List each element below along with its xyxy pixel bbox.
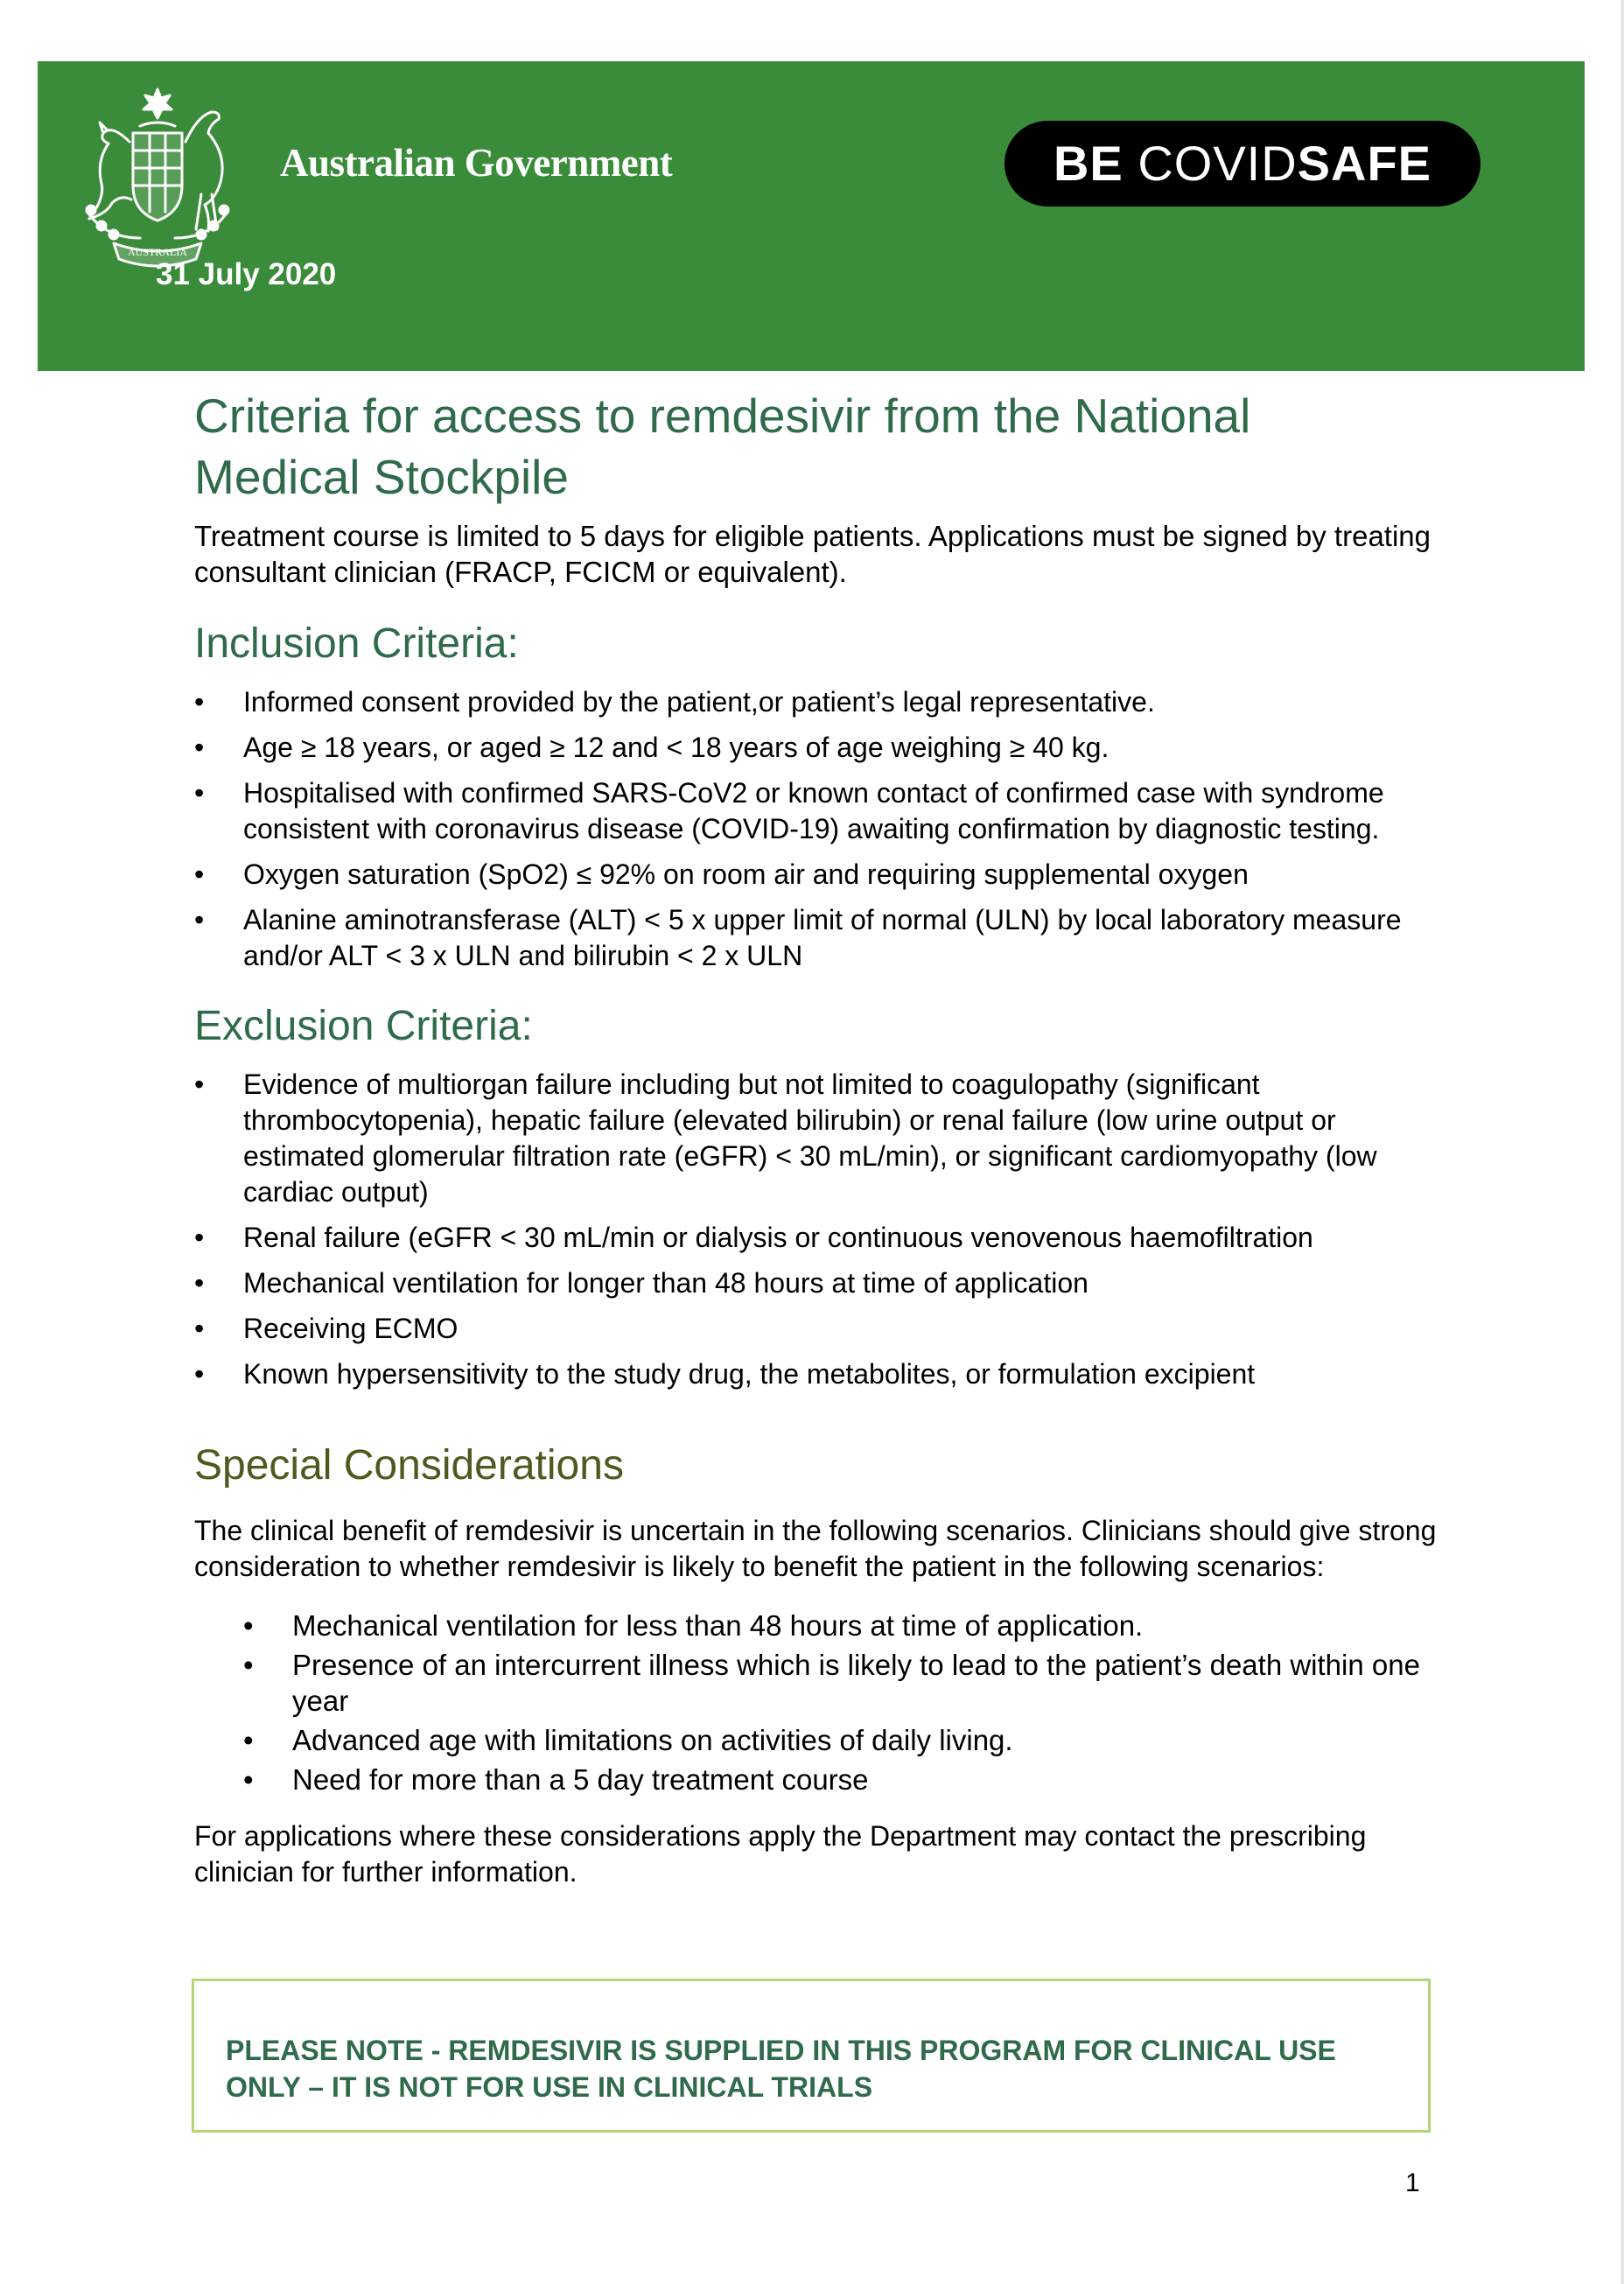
special-paragraph: The clinical benefit of remdesivir is uncertain in the following scenarios. Clinicians should give strong consideration to whether remdesivir is likely to benefit the patient in the following scenarios: bbox=[194, 1515, 1437, 1582]
bullet-icon: • bbox=[194, 1358, 205, 1390]
inclusion-list bbox=[194, 684, 1454, 974]
bullet-icon: • bbox=[243, 1649, 254, 1681]
bullet-icon: • bbox=[243, 1763, 254, 1796]
list-item-text: Hospitalised with confirmed SARS-CoV2 or known contact of confirmed case with syndrome consistent with coronavirus disease (COVID-19) awaiting confirmation by diagnostic testing. bbox=[243, 777, 1384, 844]
bullet-icon: • bbox=[194, 777, 205, 809]
list-item-text: Alanine aminotransferase (ALT) < 5 x upper limit of normal (ULN) by local laboratory measure and/or ALT < 3 x ULN and bilirubin < 2 x ULN bbox=[243, 904, 1402, 971]
list-item bbox=[194, 857, 1454, 893]
coat-of-arms-icon bbox=[52, 81, 262, 282]
list-item bbox=[194, 1220, 1454, 1256]
bullet-icon: • bbox=[194, 1222, 205, 1253]
header-banner bbox=[38, 61, 1585, 371]
list-item bbox=[194, 684, 1454, 720]
list-item-text: Known hypersensitivity to the study drug, the metabolites, or formulation excipient bbox=[243, 1358, 1256, 1390]
government-name: Australian Government bbox=[280, 141, 673, 185]
list-item bbox=[243, 1608, 1454, 1643]
list-item bbox=[194, 775, 1454, 847]
document-date: 31 July 2020 bbox=[156, 257, 337, 291]
badge-safe: SAFE bbox=[1297, 136, 1432, 191]
list-item-text: Advanced age with limitations on activities of daily living. bbox=[292, 1724, 1013, 1756]
list-item-text: Presence of an intercurrent illness which is likely to lead to the patient’s death within one year bbox=[292, 1649, 1420, 1717]
list-item-text: Receiving ECMO bbox=[243, 1313, 458, 1344]
list-item bbox=[194, 1311, 1454, 1347]
list-item bbox=[243, 1647, 1454, 1719]
bullet-icon: • bbox=[243, 1724, 254, 1756]
bullet-icon: • bbox=[194, 1068, 205, 1100]
clinical-use-note bbox=[192, 1979, 1431, 2133]
list-item bbox=[194, 1067, 1454, 1210]
bullet-icon: • bbox=[194, 1313, 205, 1344]
badge-covid: COVID bbox=[1138, 136, 1298, 191]
list-item-text: Mechanical ventilation for longer than 48 hours at time of application bbox=[243, 1267, 1088, 1299]
list-item-text: Age ≥ 18 years, or aged ≥ 12 and < 18 years of age weighing ≥ 40 kg. bbox=[243, 732, 1110, 763]
bullet-icon: • bbox=[194, 858, 205, 890]
list-item bbox=[243, 1762, 1454, 1797]
list-item bbox=[243, 1722, 1454, 1758]
bullet-icon: • bbox=[194, 904, 205, 935]
page-edge bbox=[1620, 0, 1624, 2284]
bullet-icon: • bbox=[194, 732, 205, 763]
special-list bbox=[243, 1608, 1454, 1797]
list-item-text: Renal failure (eGFR < 30 mL/min or dialysis or continuous venovenous haemofiltration bbox=[243, 1222, 1313, 1253]
list-item-text: Oxygen saturation (SpO2) ≤ 92% on room air and requiring supplemental oxygen bbox=[243, 858, 1249, 890]
list-item bbox=[194, 730, 1454, 766]
document-content bbox=[194, 385, 1454, 1890]
special-considerations-heading: Special Considerations bbox=[194, 1442, 624, 1489]
badge-be: BE bbox=[1053, 136, 1138, 191]
bullet-icon: • bbox=[243, 1609, 254, 1642]
note-text: PLEASE NOTE - REMDESIVIR IS SUPPLIED IN THIS PROGRAM FOR CLINICAL USE ONLY – IT IS NOT FOR USE IN CLINICAL TRIALS bbox=[226, 2035, 1336, 2103]
be-covidsafe-badge bbox=[1004, 121, 1480, 207]
list-item bbox=[194, 1265, 1454, 1301]
bullet-icon: • bbox=[194, 1267, 205, 1299]
page-number: 1 bbox=[1405, 2168, 1420, 2197]
list-item-text: Evidence of multiorgan failure including but not limited to coagulopathy (significant thrombocytopenia), hepatic failure (elevated bilirubin) or renal failure (low urine output or estimated glomerular filtration rate (eGFR) < 30 mL/min), or significant cardiomyopathy (low cardiac output) bbox=[243, 1068, 1377, 1208]
list-item-text: Mechanical ventilation for less than 48 hours at time of application. bbox=[292, 1609, 1144, 1642]
list-item bbox=[194, 902, 1454, 974]
exclusion-heading: Exclusion Criteria: bbox=[194, 1003, 533, 1049]
inclusion-heading: Inclusion Criteria: bbox=[194, 620, 519, 667]
list-item-text: Informed consent provided by the patient,or patient’s legal representative. bbox=[243, 686, 1155, 718]
bullet-icon: • bbox=[194, 686, 205, 718]
crest-motto: AUSTRALIA bbox=[128, 246, 187, 258]
list-item bbox=[194, 1356, 1454, 1392]
intro-paragraph: Treatment course is limited to 5 days for eligible patients. Applications must be signed by treating consultant clinician (FRACP, FCICM or equivalent). bbox=[194, 520, 1432, 588]
page-title: Criteria for access to remdesivir from the National Medical Stockpile bbox=[194, 389, 1251, 504]
list-item-text: Need for more than a 5 day treatment course bbox=[292, 1763, 869, 1796]
exclusion-list bbox=[194, 1067, 1454, 1392]
department-contact-paragraph: For applications where these considerations apply the Department may contact the prescribing clinician for further information. bbox=[194, 1820, 1367, 1888]
